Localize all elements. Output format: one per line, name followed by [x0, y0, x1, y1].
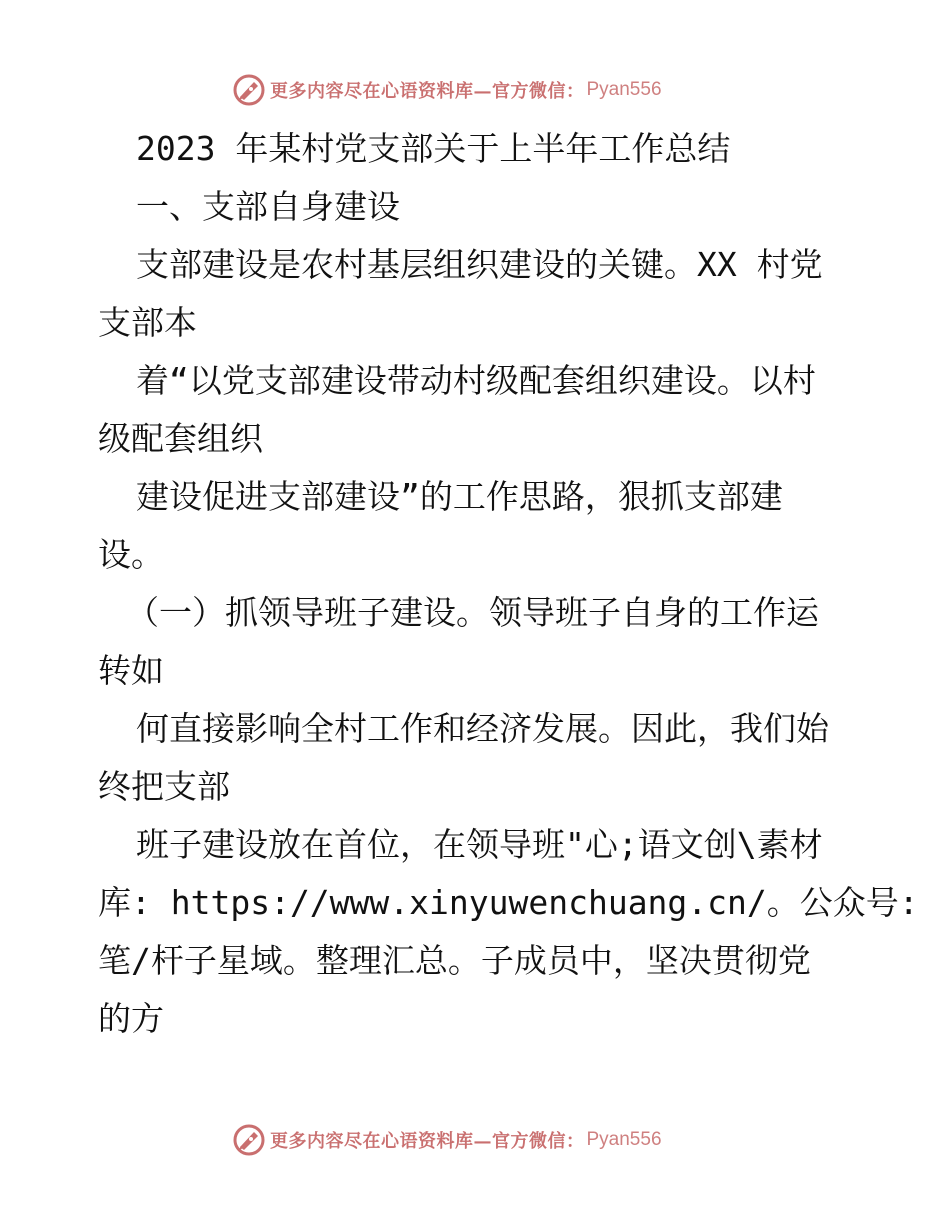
section-heading: 一、支部自身建设 — [136, 187, 400, 226]
paragraph-line: 转如 — [98, 651, 164, 690]
watermark-text: 更多内容尽在心语资料库—官方微信： — [270, 81, 585, 102]
paragraph-line: 建设促进支部建设”的工作思路，狠抓支部建 — [136, 477, 783, 516]
wechat-id: Pyan556 — [586, 79, 662, 100]
paragraph-line: 设。 — [98, 535, 164, 574]
paragraph-line: 终把支部 — [98, 767, 230, 806]
footer-watermark-banner — [232, 1120, 712, 1160]
document-body — [98, 120, 919, 1048]
header-watermark-banner — [232, 70, 712, 110]
pen-nib-logo-icon — [232, 1123, 266, 1157]
paragraph-line: 笔/杆子星域。整理汇总。子成员中，坚决贯彻党 — [98, 941, 811, 980]
paragraph-line: 库: https://www.xinyuwenchuang.cn/。公众号: — [98, 883, 919, 922]
paragraph-line: （一）抓领导班子建设。领导班子自身的工作运 — [126, 593, 819, 632]
paragraph-line: 何直接影响全村工作和经济发展。因此，我们始 — [136, 709, 829, 748]
wechat-id: Pyan556 — [586, 1129, 662, 1150]
document-title: 2023 年某村党支部关于上半年工作总结 — [136, 129, 731, 168]
watermark-text: 更多内容尽在心语资料库—官方微信： — [270, 1131, 585, 1152]
paragraph-line: 级配套组织 — [98, 419, 263, 458]
paragraph-line: 支部本 — [98, 303, 197, 342]
paragraph-line: 班子建设放在首位，在领导班"心;语文创\素材 — [136, 825, 823, 864]
paragraph-line: 的方 — [98, 999, 164, 1038]
pen-nib-logo-icon — [232, 73, 266, 107]
paragraph-line: 着“以党支部建设带动村级配套组织建设。以村 — [136, 361, 816, 400]
paragraph-line: 支部建设是农村基层组织建设的关键。XX 村党 — [136, 245, 823, 284]
